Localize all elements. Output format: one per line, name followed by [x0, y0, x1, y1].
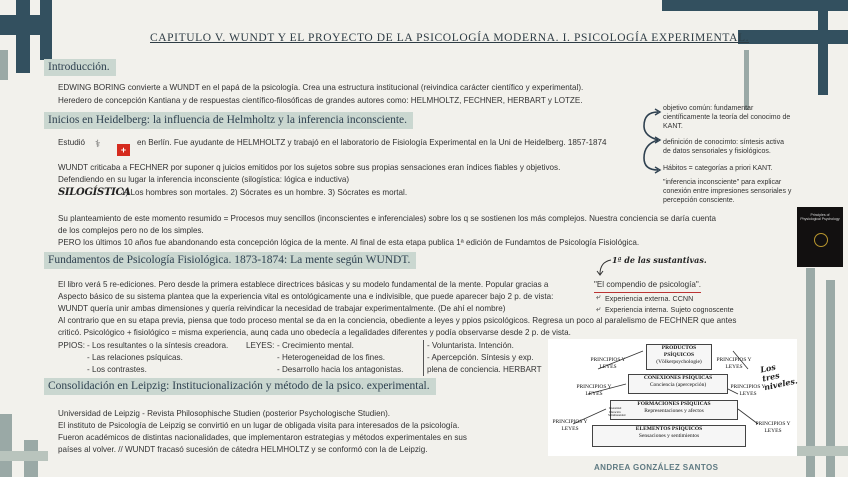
- side-note: Hábitos = categorías a priori KANT.: [663, 165, 773, 172]
- leipzig-line: Fueron académicos de distintas nacionalidades, que implementaron estrategias y métodos experimentales en sus: [58, 433, 467, 442]
- heidelberg-line: en Berlín. Fue ayudante de HELMHOLTZ y trabajó en el laboratorio de Fisiología Experimental en la Uni de Heidelberg. 1857-1874: [137, 138, 607, 147]
- arrow-icon: [596, 258, 614, 278]
- leipzig-line: Universidad de Leipzig - Revista Philosophische Studien (posterior Psychologische Studien).: [58, 409, 391, 418]
- heidelberg-line: Su planteamiento de este momento resumido = Procesos muy sencillos (inconscientes e inferenciales) sobre los q se sostienen los más complejos. Nuestra conciencia se daría cuenta: [58, 214, 716, 223]
- leipzig-line: países al volver. // WUNDT fracasó sucesión de cátedra HELMHOLTZ y se conformó con la de Leipzig.: [58, 445, 428, 454]
- section-heading-leipzig: Consolidación en Leipzig: Institucionalización y método de la psico. experimental.: [44, 378, 436, 395]
- ppios-item: - Los resultantes o la síntesis creadora.: [87, 341, 229, 350]
- frame-bar: [0, 414, 12, 477]
- side-note: definición de conocimto: síntesis activa de datos sensoriales y fisiológicos.: [663, 139, 785, 155]
- side-note: objetivo común: fundamentar científicamente la teoría del conocimo de KANT.: [663, 105, 791, 130]
- section-heading-heidelberg: Inicios en Heidelberg: la influencia de Helmholtz y la inferencia inconsciente.: [44, 112, 413, 129]
- frame-bar: [40, 0, 52, 60]
- experiencia-externa: Experiencia externa. CCNN: [605, 294, 694, 303]
- pyramid-level-title: ELEMENTOS PSÍQUICOS: [635, 426, 703, 432]
- third-column-item: - Voluntarista. Intención.: [427, 341, 514, 350]
- swiss-flag-icon: +: [117, 144, 130, 156]
- pyramid-side-label: PRINCIPIOS Y LEYES: [576, 384, 612, 397]
- silogistica-handwritten: SILOGÍSTICA: [58, 187, 131, 198]
- section-heading-introduccion: Introducción.: [44, 59, 116, 76]
- brace-arrows: [636, 108, 666, 188]
- compendio-link: "El compendio de psicología".: [594, 279, 701, 293]
- fundamentos-line: WUNDT quería unir ambas dimensiones y quería reivindicar la necesidad de trabajar experimentalmente. (De ahí el nombre): [58, 304, 506, 313]
- heidelberg-line: WUNDT criticaba a FECHNER por suponer q juicios emitidos por los sujetos sobre sus propias sensaciones eran índices fiables y objetivos.: [58, 163, 561, 172]
- ppios-item: - Los contrastes.: [87, 365, 147, 374]
- frame-bar: [738, 30, 848, 44]
- pyramid-level-sub: Conciencia (apercepción): [649, 382, 707, 388]
- pyramid-level-sub: Representaciones y afectos: [644, 408, 704, 414]
- column-divider: [423, 340, 424, 376]
- pyramid-side-label: PRINCIPIOS Y LEYES: [730, 384, 766, 397]
- pyramid-level: [610, 400, 738, 420]
- pyramid-side-label: PRINCIPIOS Y LEYES: [716, 357, 752, 370]
- fundamentos-line: Aspecto básico de su sistema plantea que la experiencia vital es ontológicamente una e indivisible, que puede aparecer bajo 2 p. de vista:: [58, 292, 554, 301]
- fundamentos-line: Al contrario que en su etapa previa, piensa que todo proceso mental se da en la conciencia, obediente a leyes y ppios psicológicos. Regresa un poco al paralelismo de FECHNER que antes: [58, 316, 737, 325]
- experiencia-interna: Experiencia interna. Sujeto cognoscente: [605, 305, 734, 314]
- book-cover-image: [797, 207, 843, 267]
- pyramid-level-title: FORMACIONES PSÍQUICAS: [637, 401, 711, 407]
- leyes-item: - Crecimiento mental.: [277, 341, 354, 350]
- leyes-item: - Desarrollo hacia los antagonistas.: [277, 365, 404, 374]
- author-name: ANDREA GONZÁLEZ SANTOS: [594, 463, 719, 472]
- third-column-item: - Apercepción. Síntesis y exp.: [427, 353, 534, 362]
- pyramid-level: [592, 425, 746, 447]
- pyramid-side-label: PRINCIPIOS Y LEYES: [590, 357, 626, 370]
- page-title: CAPITULO V. WUNDT Y EL PROYECTO DE LA PSICOLOGÍA MODERNA. I. PSICOLOGÍA EXPERIMENTAL.: [150, 32, 750, 44]
- pyramid-level-sub: Sensaciones y sentimientos: [638, 433, 700, 439]
- pyramid-side-label: PRINCIPIOS Y LEYES: [552, 419, 588, 432]
- pyramid-diagram: [548, 339, 797, 456]
- book-title: Principles of Physiological Psychology: [800, 213, 840, 221]
- pyramid-level: [628, 374, 728, 394]
- third-column-item: plena de conciencia. HERBART: [427, 365, 542, 374]
- section-heading-fundamentos: Fundamentos de Psicología Fisiológica. 1873-1874: La mente según WUNDT.: [44, 252, 416, 269]
- handwritten-note: 1ª de las sustantivas.: [612, 255, 707, 265]
- heidelberg-line: Defendiendo en su lugar la inferencia inconsciente (silogística: lógica e inductiva): [58, 175, 350, 184]
- pyramid-side-label: PRINCIPIOS Y LEYES: [755, 421, 791, 434]
- book-emblem: [814, 233, 828, 247]
- pyramid-level-title: CONEXIONES PSÍQUICAS: [643, 375, 713, 381]
- heidelberg-line: 1) Los hombres son mortales. 2) Sócrates es un hombre. 3) Sócrates es mortal.: [121, 188, 408, 197]
- arrow-icon: ⤶: [596, 304, 601, 313]
- fundamentos-line: criticó. Psicológico + fisiológico = misma experiencia, aunq cada uno obedecía a legalidades diferentes y podía observarse desde 2 p. de vista.: [58, 328, 571, 337]
- pyramid-level-sub: (Völkerpsychologie): [656, 359, 702, 365]
- arrow-icon: ⤶: [596, 292, 601, 301]
- heidelberg-line: PERO los últimos 10 años fue abandonando esta concepción lógica de la mente. Al final de esta etapa publica 1ª edición de Fundamtos de Psicología Fisiológica.: [58, 238, 640, 247]
- ppios-label: PPIOS:: [58, 341, 85, 350]
- pyramid-small-label: Intensidad Duración Simultaneidad: [608, 406, 626, 417]
- side-note: "inferencia inconsciente" para explicar conexión entre impresiones sensoriales y percepción consciente.: [663, 179, 792, 204]
- frame-bar: [0, 50, 8, 80]
- frame-bar: [0, 451, 48, 461]
- leyes-label: LEYES:: [246, 341, 275, 350]
- heidelberg-line: de los complejos pero no de los simples.: [58, 226, 204, 235]
- stethoscope-icon: ⚕: [95, 139, 101, 150]
- frame-bar: [16, 0, 30, 73]
- pyramid-level-title: PRODUCTOS PSÍQUICOS: [661, 345, 697, 358]
- ppios-item: - Las relaciones psíquicas.: [87, 353, 183, 362]
- leipzig-line: El instituto de Psicología de Leipzig se convirtió en un lugar de obligada visita para interesados de la psicología.: [58, 421, 460, 430]
- frame-bar: [744, 50, 749, 110]
- intro-line: Heredero de concepción Kantiana y de respuestas científico-filosóficas de grandes autores como: HELMHOLTZ, FECHNER, HERBART y LOTZE.: [58, 96, 583, 105]
- intro-line: EDWING BORING convierte a WUNDT en el papá de la psicología. Crea una estructura institucional (reivindica carácter científico y experimental).: [58, 83, 584, 92]
- pyramid-handwritten-note: Los tres niveles.: [759, 361, 799, 393]
- studied-label: Estudió: [58, 138, 85, 147]
- fundamentos-line: El libro verá 5 re-ediciones. Pero desde la primera establece directrices básicas y su modelo fundamental de la mente. Popular gracias a: [58, 280, 549, 289]
- pyramid-level: [646, 344, 712, 370]
- leyes-item: - Heterogeneidad de los fines.: [277, 353, 385, 362]
- frame-bar: [818, 0, 828, 95]
